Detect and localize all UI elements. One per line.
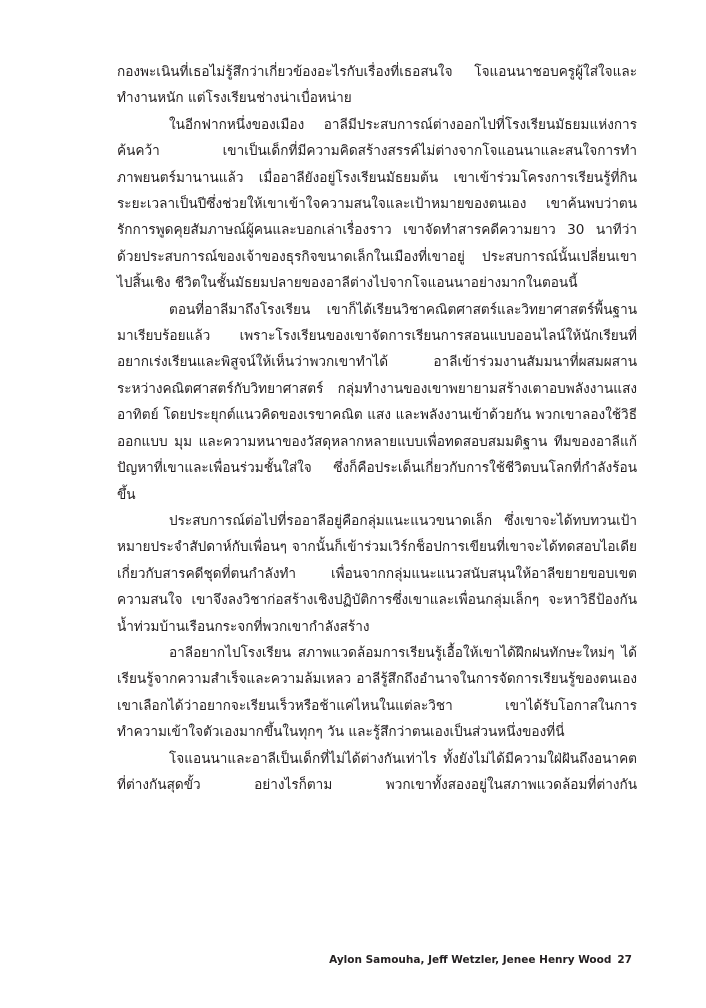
footer-authors: Aylon Samouha, Jeff Wetzler, Jenee Henry Wood <box>329 954 612 966</box>
paragraph-ali-advisory: ประสบการณ์ต่อไปที่รออาลีอยู่คือกลุ่มแนะแนวขนาดเล็ก ซึ่งเขาจะได้ทบทวนเป้าหมายประจำสัปดาห์กับเพื่อนๆ จากนั้นก็เข้าร่วมเวิร์กช็อปการเขียนที่เขาจะได้ทดสอบไอเดียเกี่ยวกับสารคดีชุดที่ตนกำลังทำ เพื่อนจากกลุ่มแนะแนวสนับสนุนให้อาลีขยายขอบเขตความสนใจ เขาจึงลงวิชาก่อสร้างเชิงปฏิบัติการซึ่งเขาและเพื่อนกลุ่มเล็กๆ จะหาวิธีป้องกันน้ำท่วมบ้านเรือนกระจกที่พวกเขากำลังสร้าง <box>117 512 637 635</box>
paragraph-continuation: กองพะเนินที่เธอไม่รู้สึกว่าเกี่ยวข้องอะไรกับเรื่องที่เธอสนใจ โจแอนนาชอบครูผู้ใส่ใจและทำงานหนัก แต่โรงเรียนช่างน่าเบื่อหน่าย <box>117 64 637 107</box>
paragraph-ali-agency: อาลีอยากไปโรงเรียน สภาพแวดล้อมการเรียนรู้เอื้อให้เขาได้ฝึกฝนทักษะใหม่ๆ ได้เรียนรู้จากความสำเร็จและความล้มเหลว อาลีรู้สึกถึงอำนาจในการจัดการเรียนรู้ของตนเอง เขาเลือกได้ว่าอยากจะเรียนเร็วหรือช้าแค่ไหนในแต่ละวิชา เขาได้รับโอกาสในการทำความเข้าใจตัวเองมากขึ้นในทุกๆ วัน และรู้สึกว่าตนเองเป็นส่วนหนึ่งของที่นี่ <box>117 644 637 741</box>
paragraph-ali-experience: ในอีกฟากหนึ่งของเมือง อาลีมีประสบการณ์ต่างออกไปที่โรงเรียนมัธยมแห่งการค้นคว้า เขาเป็นเด็กที่มีความคิดสร้างสรรค์ไม่ต่างจากโจแอนนาและสนใจการทำภาพยนตร์มานานแล้ว เมื่ออาลียังอยู่โรงเรียนมัธยมต้น เขาเข้าร่วมโครงการเรียนรู้ที่กินระยะเวลาเป็นปีซึ่งช่วยให้เขาเข้าใจความสนใจและเป้าหมายของตนเอง เขาค้นพบว่าตนรักการพูดคุยสัมภาษณ์ผู้คนและบอกเล่าเรื่องราว เขาจัดทำสารคดีความยาว 30 นาทีว่าด้วยประสบการณ์ของเจ้าของธุรกิจขนาดเล็กในเมืองที่เขาอยู่ ประสบการณ์นั้นเปลี่ยนเขาไปสิ้นเชิง ชีวิตในชั้นมัธยมปลายของอาลีต่างไปจากโจแอนนาอย่างมากในตอนนี้ <box>117 116 637 292</box>
paragraph-ali-arrival: ตอนที่อาลีมาถึงโรงเรียน เขาก็ได้เรียนวิชาคณิตศาสตร์และวิทยาศาสตร์พื้นฐานมาเรียบร้อยแล้ว เพราะโรงเรียนของเขาจัดการเรียนการสอนแบบออนไลน์ให้นักเรียนที่อยากเร่งเรียนและพิสูจน์ให้เห็นว่าพวกเขาทำได้ อาลีเข้าร่วมงานสัมมนาที่ผสมผสานระหว่างคณิตศาสตร์กับวิทยาศาสตร์ กลุ่มทำงานของเขาพยายามสร้างเตาอบพลังงานแสงอาทิตย์ โดยประยุกต์แนวคิดของเรขาคณิต แสง และพลังงานเข้าด้วยกัน พวกเขาลองใช้วิธีออกแบบ มุม และความหนาของวัสดุหลากหลายแบบเพื่อทดสอบสมมติฐาน ทีมของอาลีแก้ปัญหาที่เขาและเพื่อนร่วมชั้นใส่ใจ ซึ่งก็คือประเด็นเกี่ยวกับการใช้ชีวิตบนโลกที่กำลังร้อนขึ้น <box>117 301 637 503</box>
page-number: 27 <box>617 954 632 966</box>
page-footer <box>329 954 632 966</box>
paragraph-comparison: โจแอนนาและอาลีเป็นเด็กที่ไม่ได้ต่างกันเท่าไร ทั้งยังไม่ได้มีความใฝ่ฝันถึงอนาคตที่ต่างกันสุดขั้ว อย่างไรก็ตาม พวกเขาทั้งสองอยู่ในสภาพแวดล้อมที่ต่างกัน <box>117 750 637 793</box>
page-body <box>117 59 637 798</box>
